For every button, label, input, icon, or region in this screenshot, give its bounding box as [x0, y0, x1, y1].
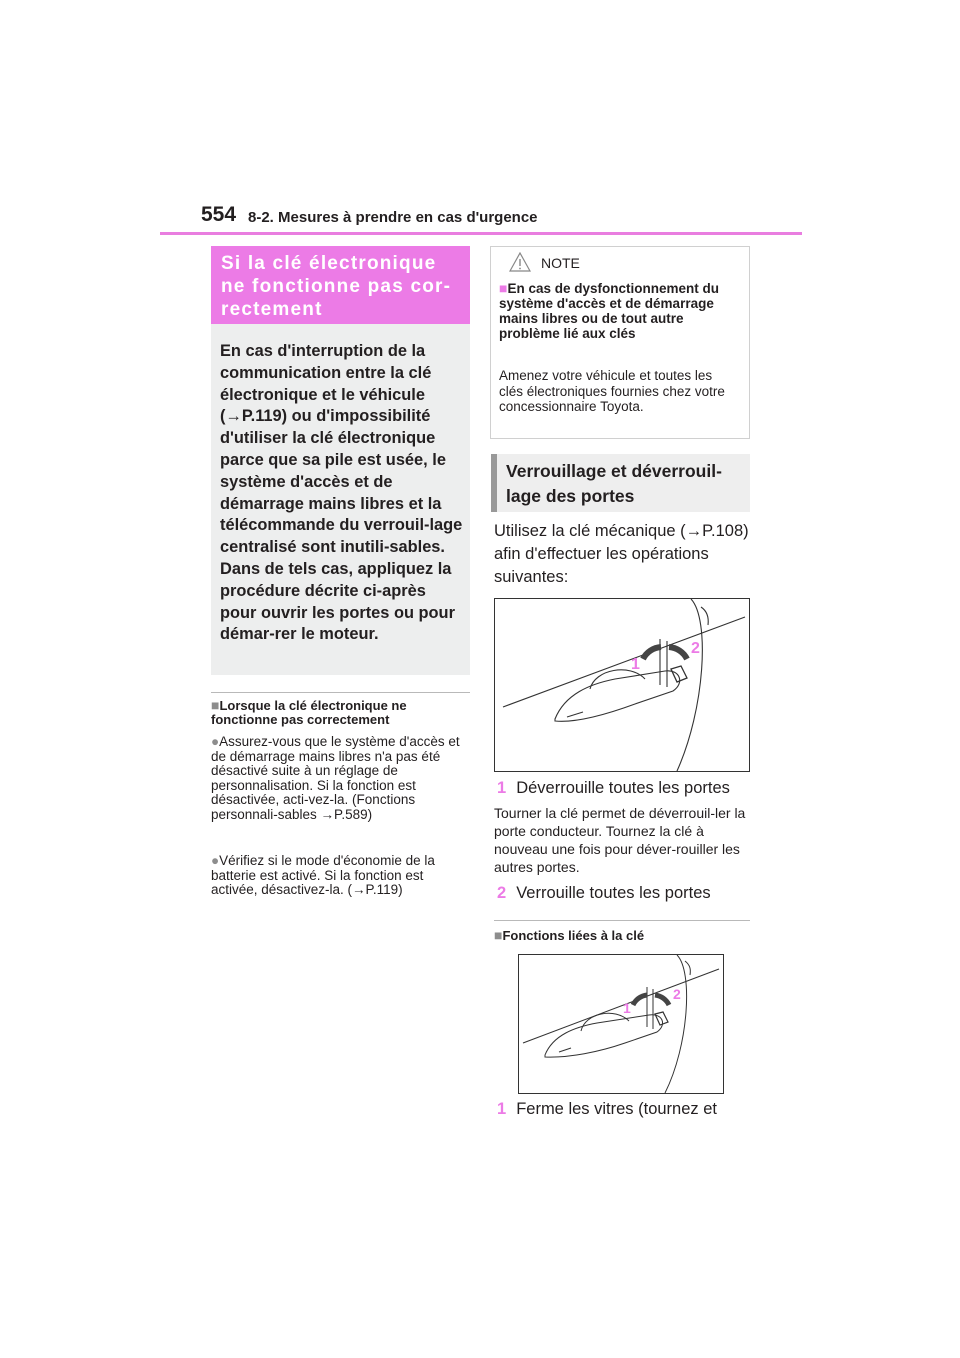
subhead-right [494, 928, 750, 943]
step-2 [497, 882, 757, 905]
door-handle-illustration [519, 955, 723, 1093]
figure-label: 1 [623, 1000, 631, 1016]
door-handle-illustration [495, 599, 749, 771]
header-rule [160, 232, 802, 235]
divider [494, 920, 750, 921]
step-3 [497, 1098, 757, 1121]
section-heading: Verrouillage et déverrouil-lage des portes [506, 461, 722, 506]
pink-title-box [211, 246, 470, 324]
note-subhead [499, 281, 739, 341]
intro-box [211, 324, 470, 675]
step-1-detail: Tourner la clé permet de déverrouil-ler la porte conducteur. Tournez la clé à nouveau une fois pour déver-rouiller les autres portes. [494, 805, 746, 875]
circle-bullet-icon: ● [211, 734, 220, 749]
figure-label: 2 [673, 986, 681, 1002]
square-bullet-icon: ■ [494, 927, 503, 943]
bullet-text: Assurez-vous que le système d'accès et de démarrage mains libres n'a pas été désactivé suite à un réglage de personnalisation. Si la fonction est désactivée, acti-vez-la. (Fonctions personnali-sables →P.589) [211, 734, 460, 822]
step-number: 1 [497, 779, 507, 797]
figure-label: 2 [691, 640, 700, 657]
note-subhead-text: En cas de dysfonctionnement du système d'accès et de démarrage mains libres ou de tout autre problème lié aux clés [499, 281, 719, 341]
bullet-item [211, 735, 470, 823]
warning-icon [509, 252, 531, 272]
square-bullet-icon: ■ [499, 280, 508, 296]
section-heading-box [491, 454, 750, 512]
circle-bullet-icon: ● [211, 853, 220, 868]
note-box [490, 246, 750, 439]
subhead-right-text: Fonctions liées à la clé [502, 928, 645, 943]
pink-title: Si la clé électronique ne fonctionne pas cor-rectement [221, 253, 452, 320]
figure-door-handle-2 [518, 954, 724, 1094]
bullet-text: Vérifiez si le mode d'économie de la batterie est activé. Si la fonction est activée, désactivez-la. (→P.119) [211, 853, 435, 898]
step-text: Verrouille toutes les portes [516, 884, 711, 902]
figure-label: 1 [631, 656, 640, 673]
note-body: Amenez votre véhicule et toutes les clés électroniques fournies chez votre concessionnaire Toyota. [499, 368, 725, 414]
subhead-left [211, 698, 470, 727]
note-label: NOTE [541, 255, 580, 271]
step-text: Déverrouille toutes les portes [516, 779, 730, 797]
bullet-item [211, 854, 470, 898]
page-number: 554 [201, 203, 237, 226]
figure-door-handle-1 [494, 598, 750, 772]
section-title: 8-2. Mesures à prendre en cas d'urgence [248, 209, 538, 226]
intro-text: En cas d'interruption de la communication entre la clé électronique et le véhicule (→P.119) ou d'impossibilité d'utiliser la clé électronique parce que sa pile est usée, le système d'accès et de démarrage mains libres et la télécommande du verrouil-lage centralisé sont inutili-sables. Dans de tels cas, appliquez la procédure décrite ci-après pour ouvrir les portes ou pour démar-rer le moteur. [220, 342, 463, 644]
step-number: 2 [497, 884, 507, 902]
divider [211, 692, 470, 693]
step-number: 1 [497, 1100, 507, 1118]
step-text: Ferme les vitres (tournez et [516, 1100, 717, 1118]
step-1 [497, 777, 757, 800]
square-bullet-icon: ■ [211, 697, 220, 713]
subhead-left-text: Lorsque la clé électronique ne fonctionne pas correctement [211, 698, 407, 727]
instruction-text: Utilisez la clé mécanique (→P.108) afin d'effectuer les opérations suivantes: [494, 522, 749, 586]
